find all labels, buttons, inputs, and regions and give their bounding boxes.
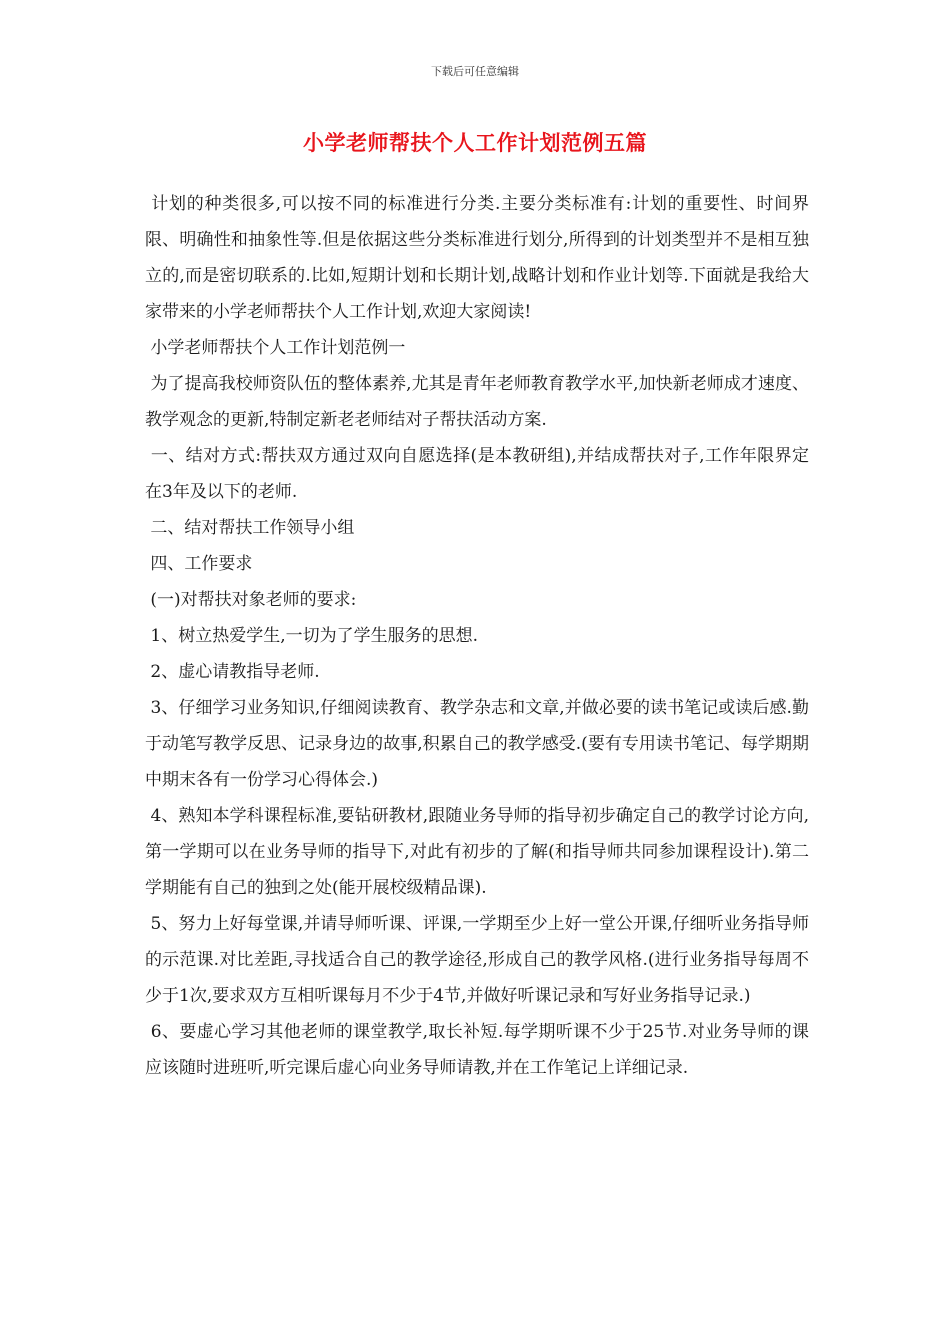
paragraph-intro: 计划的种类很多,可以按不同的标准进行分类.主要分类标准有:计划的重要性、时间界限、明确性和抽象性等.但是依据这些分类标准进行划分,所得到的计划类型并不是相互独立的,而是密切联系的.比如,短期计划和长期计划,战略计划和作业计划等.下面就是我给大家带来的小学老师帮扶个人工作计划,欢迎大家阅读! <box>145 194 809 322</box>
page-header-note: 下载后可任意编辑 <box>431 65 519 78</box>
paragraph-purpose: 为了提高我校师资队伍的整体素养,尤其是青年老师教育教学水平,加快新老师成才速度、教学观念的更新,特制定新老老师结对子帮扶活动方案. <box>145 374 809 430</box>
paragraph-leadership-group: 二、结对帮扶工作领导小组 <box>145 518 355 538</box>
document-title: 小学老师帮扶个人工作计划范例五篇 <box>303 130 647 155</box>
paragraph-section-heading: 小学老师帮扶个人工作计划范例一 <box>145 338 406 358</box>
paragraph-item-6: 6、要虚心学习其他老师的课堂教学,取长补短.每学期听课不少于25节.对业务导师的课应该随时进班听,听完课后虚心向业务导师请教,并在工作笔记上详细记录. <box>145 1022 809 1078</box>
paragraph-requirements-heading: (一)对帮扶对象老师的要求: <box>145 590 357 610</box>
paragraph-item-2: 2、虚心请教指导老师. <box>145 662 320 682</box>
paragraph-item-1: 1、树立热爱学生,一切为了学生服务的思想. <box>145 626 479 646</box>
paragraph-pairing-method: 一、结对方式:帮扶双方通过双向自愿选择(是本教研组),并结成帮扶对子,工作年限界定在3年及以下的老师. <box>145 446 809 502</box>
paragraph-work-requirements: 四、工作要求 <box>145 554 253 574</box>
document-body <box>145 186 809 1086</box>
paragraph-item-4: 4、熟知本学科课程标准,要钻研教材,跟随业务导师的指导初步确定自己的教学讨论方向,第一学期可以在业务导师的指导下,对此有初步的了解(和指导师共同参加课程设计).第二学期能有自己的独到之处(能开展校级精品课). <box>145 806 809 898</box>
paragraph-item-3: 3、仔细学习业务知识,仔细阅读教育、教学杂志和文章,并做必要的读书笔记或读后感.勤于动笔写教学反思、记录身边的故事,积累自己的教学感受.(要有专用读书笔记、每学期期中期末各有一份学习心得体会.) <box>145 698 809 790</box>
paragraph-item-5: 5、努力上好每堂课,并请导师听课、评课,一学期至少上好一堂公开课,仔细听业务指导师的示范课.对比差距,寻找适合自己的教学途径,形成自己的教学风格.(进行业务指导每周不少于1次,要求双方互相听课每月不少于4节,并做好听课记录和写好业务指导记录.) <box>145 914 809 1006</box>
